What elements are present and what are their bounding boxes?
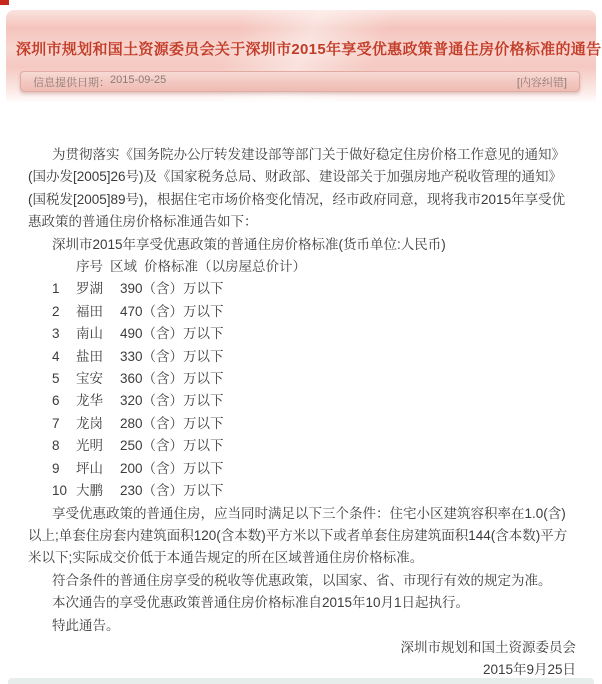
row-district: 龙岗 bbox=[76, 415, 103, 431]
info-date-label: 信息提供日期： bbox=[33, 76, 110, 89]
price-table-header bbox=[28, 256, 576, 278]
row-price-standard: 470（含）万以下 bbox=[120, 303, 224, 319]
row-price-standard: 280（含）万以下 bbox=[120, 415, 224, 431]
issue-date: 2015年9月25日 bbox=[482, 662, 576, 678]
content-correction-link[interactable]: [内容纠错] bbox=[516, 76, 567, 89]
row-seq: 1 bbox=[52, 281, 60, 297]
row-seq: 2 bbox=[52, 303, 60, 319]
row-seq: 3 bbox=[52, 326, 60, 342]
row-district: 坪山 bbox=[76, 460, 103, 476]
paragraph-closing: 特此通告。 bbox=[52, 617, 120, 633]
price-table-row bbox=[28, 346, 576, 368]
price-table-row bbox=[28, 323, 576, 345]
price-table-row bbox=[28, 480, 576, 502]
paragraph-effective-date: 本次通告的享受优惠政策普通住房价格标准自2015年10月1日起执行。 bbox=[52, 595, 470, 611]
page-title: 深圳市规划和国土资源委员会关于深圳市2015年享受优惠政策普通住房价格标准的通告 bbox=[16, 41, 602, 58]
paragraph-tax-note: 符合条件的普通住房享受的税收等优惠政策，以国家、省、市现行有效的规定为准。 bbox=[52, 572, 552, 588]
info-date-value: 2015-09-25 bbox=[110, 73, 167, 86]
row-price-standard: 230（含）万以下 bbox=[120, 483, 224, 499]
price-table-row bbox=[28, 413, 576, 435]
row-price-standard: 200（含）万以下 bbox=[120, 460, 224, 476]
column-header-seq: 序号 bbox=[76, 259, 103, 275]
price-table-row bbox=[28, 458, 576, 480]
row-district: 宝安 bbox=[76, 371, 103, 387]
info-bar bbox=[20, 71, 580, 92]
row-seq: 7 bbox=[52, 415, 60, 431]
notice-body bbox=[0, 102, 602, 684]
row-seq: 8 bbox=[52, 438, 60, 454]
price-table-row bbox=[28, 435, 576, 457]
column-header-standard: 价格标准（以房屋总价计） bbox=[144, 259, 306, 275]
row-price-standard: 250（含）万以下 bbox=[120, 438, 224, 454]
row-seq: 10 bbox=[52, 483, 68, 499]
row-seq: 6 bbox=[52, 393, 60, 409]
row-district: 光明 bbox=[76, 438, 103, 454]
notice-header bbox=[6, 10, 602, 102]
price-table-row bbox=[28, 390, 576, 412]
row-price-standard: 320（含）万以下 bbox=[120, 393, 224, 409]
paragraph-intro: 为贯彻落实《国务院办公厅转发建设部等部门关于做好稳定住房价格工作意见的通知》(国办发[2005]26号)及《国家税务总局、财政部、建设部关于加强房地产税收管理的通知》(国税发[2005]89号)，根据住宅市场价格变化情况，经市政府同意，现将我市2015年享受优惠政策的普通住房价格标准通告如下： bbox=[28, 147, 566, 230]
row-district: 福田 bbox=[76, 303, 103, 319]
row-district: 大鹏 bbox=[76, 483, 103, 499]
row-price-standard: 360（含）万以下 bbox=[120, 371, 224, 387]
paragraph-standard-title: 深圳市2015年享受优惠政策的普通住房价格标准(货币单位:人民币) bbox=[52, 236, 446, 252]
row-district: 罗湖 bbox=[76, 281, 103, 297]
price-table-row bbox=[28, 278, 576, 300]
row-seq: 4 bbox=[52, 348, 60, 364]
price-table bbox=[28, 278, 576, 502]
signature-block bbox=[28, 637, 576, 682]
info-date bbox=[33, 74, 166, 90]
row-price-standard: 330（含）万以下 bbox=[120, 348, 224, 364]
price-table-row bbox=[28, 301, 576, 323]
column-header-district: 区域 bbox=[110, 259, 137, 275]
corner-red-mark bbox=[0, 0, 9, 5]
row-district: 龙华 bbox=[76, 393, 103, 409]
row-district: 南山 bbox=[76, 326, 103, 342]
row-price-standard: 390（含）万以下 bbox=[120, 281, 224, 297]
row-seq: 9 bbox=[52, 460, 60, 476]
row-seq: 5 bbox=[52, 371, 60, 387]
issuer-name: 深圳市规划和国土资源委员会 bbox=[400, 639, 576, 655]
next-section-edge bbox=[8, 678, 594, 684]
paragraph-conditions: 享受优惠政策的普通住房，应当同时满足以下三个条件：住宅小区建筑容积率在1.0(含)以上;单套住房套内建筑面积120(含本数)平方米以下或者单套住房建筑面积144(含本数)平方米以下;实际成交价低于本通告规定的所在区域普通住房价格标准。 bbox=[28, 505, 568, 566]
row-district: 盐田 bbox=[76, 348, 103, 364]
row-price-standard: 490（含）万以下 bbox=[120, 326, 224, 342]
price-table-row bbox=[28, 368, 576, 390]
